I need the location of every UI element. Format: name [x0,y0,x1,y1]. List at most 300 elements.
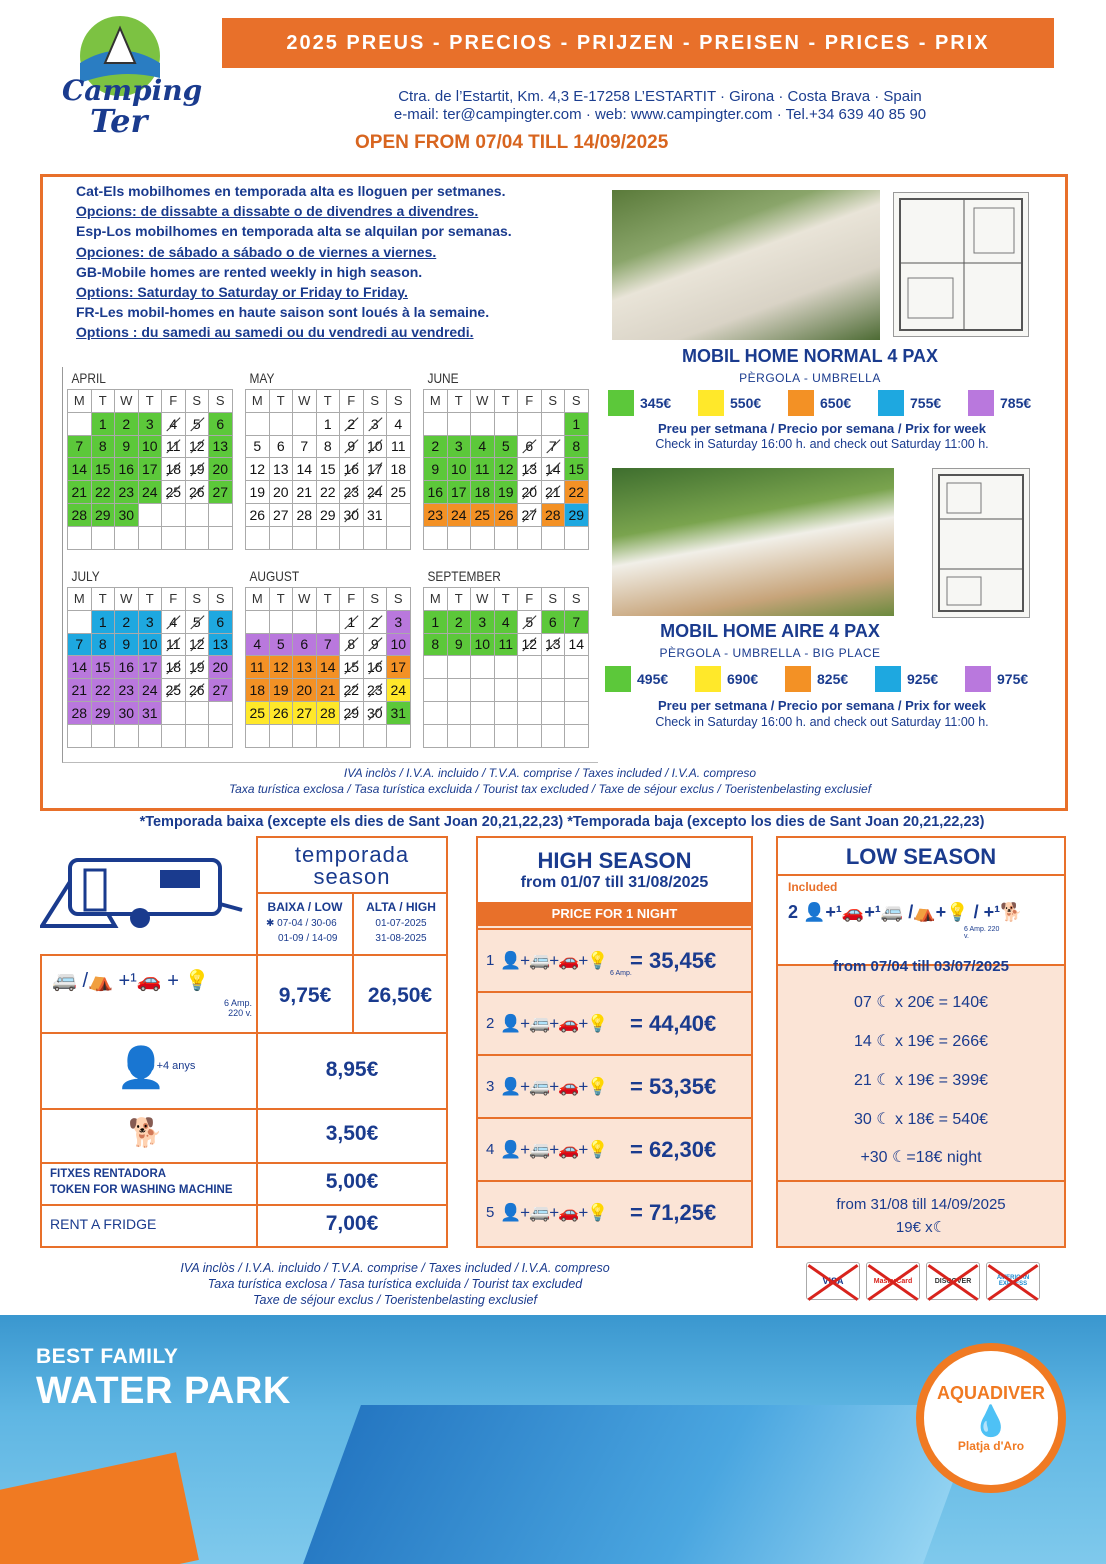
calendar-day: 6 [209,610,233,633]
calendar-day: 28 [293,503,317,526]
low-period-2: from 31/08 till 14/09/2025 [836,1196,1006,1213]
calendar-day: 4 [162,610,186,633]
calendar-day [494,701,518,724]
weekday-label: S [387,588,411,611]
calendar-day: 27 [293,701,317,724]
swatch-green [605,666,631,692]
calendar-day [340,724,364,747]
calendar-day: 17 [447,481,471,504]
calendar-day: 4 [162,412,186,435]
calendar-day [541,701,565,724]
calendar-day [363,724,387,747]
bottom-taxes [150,1260,640,1308]
calendar-day [185,503,209,526]
price-title-bar: 2025 PREUS - PRECIOS - PRIJZEN - PREISEN - PRICES - PRIX [222,18,1054,68]
weekday-label: T [91,390,115,413]
calendar-day [162,503,186,526]
calendar-day: 28 [316,701,340,724]
calendar-day: 15 [340,656,364,679]
calendar-day: 22 [565,481,589,504]
calendar-day: 21 [68,679,92,702]
mobilhome-aire-subtitle: PÈRGOLA - UMBRELLA - BIG PLACE [659,646,881,660]
season-header [256,836,448,954]
calendar-day [185,724,209,747]
token-label-2: TOKEN FOR WASHING MACHINE [50,1184,233,1196]
calendar-day: 19 [185,458,209,481]
calendar-day: 4 [494,610,518,633]
calendar-day: 17 [138,458,162,481]
calendar-day [209,526,233,549]
calendar-day: 2 [363,610,387,633]
calendar-day: 18 [471,481,495,504]
price-purple: 975€ [997,671,1029,687]
calendar-day: 14 [316,656,340,679]
high-season-row [478,991,751,1054]
pitch-low-price: 9,75€ [278,984,332,1007]
season-title-1: temporada [294,842,410,867]
person-age: +4 anys [156,1060,196,1072]
calendar-day: 14 [68,458,92,481]
month-name: JULY [71,568,100,584]
calendar-day [209,724,233,747]
calendar-day [541,656,565,679]
dog-icon: 🐕 [128,1117,163,1148]
calendar-day: 27 [518,503,542,526]
night-price: = 71,25€ [630,1199,717,1225]
calendar-day [518,679,542,702]
people-count: 4 [486,1141,495,1158]
person-caravan-car-light-icons: 👤+🚐+🚗+💡 [500,950,608,970]
calendar-day: 6 [269,435,293,458]
mobilhome-aire-floorplan [932,468,1030,618]
weekday-label: M [246,588,270,611]
info-line: Opcions: de dissabte a dissabte o de divendres a divendres. [76,203,479,220]
calendar-day [269,526,293,549]
calendar-day [494,412,518,435]
calendar-day [518,724,542,747]
calendar-day [246,724,270,747]
calendar-day: 1 [424,610,448,633]
pitch-high-price: 26,50€ [367,984,433,1007]
calendar-day: 14 [293,458,317,481]
calendar-day: 29 [91,701,115,724]
low-season-included [778,876,1064,966]
calendar-day: 5 [185,610,209,633]
price-green: 345€ [640,395,672,411]
price-per-night-bar: PRICE FOR 1 NIGHT [478,902,751,926]
calendar-day [68,724,92,747]
calendar-day: 20 [269,481,293,504]
mobilhome-aire-title: MOBIL HOME AIRE 4 PAX [660,621,880,641]
weekday-label: W [115,588,139,611]
weekday-label: T [316,588,340,611]
calendar-day: 12 [185,633,209,656]
swatch-yellow [698,390,724,416]
calendar-day: 9 [115,435,139,458]
calendar-day [387,724,411,747]
fridge-label: RENT A FRIDGE [50,1216,157,1232]
calendar-day: 3 [138,412,162,435]
calendar-day: 26 [185,481,209,504]
swatch-green [608,390,634,416]
calendar-day: 15 [565,458,589,481]
calendar-day: 19 [494,481,518,504]
calendar-day: 28 [68,503,92,526]
calendar-day [424,526,448,549]
weekday-label: M [424,588,448,611]
high-season-title: HIGH SEASON [537,848,692,873]
calendar-day: 16 [340,458,364,481]
cards-not-accepted [806,1262,1040,1304]
people-count: 1 [486,952,495,969]
calendar-day: 11 [246,656,270,679]
mobilhome-aire-note: Preu per setmana / Precio por semana / Prix for week [657,698,987,713]
calendar-day: 6 [541,610,565,633]
amex-card-crossed: AMERICAN EXPRESS [986,1262,1040,1300]
calendar-day: 14 [68,656,92,679]
mobilhome-normal-subtitle: PÈRGOLA - UMBRELLA [739,371,881,385]
calendar-day: 21 [316,679,340,702]
calendar-day: 28 [68,701,92,724]
weekday-label: T [447,588,471,611]
calendar-day: 24 [363,481,387,504]
weekday-label: T [91,588,115,611]
calendar-day [494,679,518,702]
camping-price-table [40,954,448,1248]
fridge-price: 7,00€ [325,1212,379,1235]
calendar-day: 22 [91,679,115,702]
calendar-day: 13 [269,458,293,481]
weekday-label: T [447,390,471,413]
calendar-day: 29 [316,503,340,526]
low-dates-2: 01-09 / 14-09 [278,933,338,944]
calendar-day: 3 [471,610,495,633]
included-icons: 2 👤+¹🚗+¹🚐 /⛺+💡 / +¹🐕 [788,902,1023,922]
low-season-label: BAIXA / LOW [267,900,343,914]
calendar-day: 26 [269,701,293,724]
low-rate-row: +30 ☾=18€ night [860,1149,982,1166]
weekday-label: T [138,588,162,611]
calendar-day: 26 [494,503,518,526]
calendar-day [541,679,565,702]
weekday-label: F [340,588,364,611]
calendar-day [565,701,589,724]
low-rate-row: 21 ☾ x 19€ = 399€ [854,1072,988,1089]
calendar-day: 10 [138,435,162,458]
calendar-day: 8 [424,633,448,656]
amp-note: 6 Amp. 220 v. [964,926,1000,940]
weekday-label: T [494,390,518,413]
calendar-day: 29 [565,503,589,526]
weekday-label: S [387,390,411,413]
mobilhome-normal-prices [608,390,1058,416]
calendar-day [541,412,565,435]
calendar-day: 13 [209,435,233,458]
calendar-day: 17 [138,656,162,679]
calendar-day: 30 [363,701,387,724]
calendar-day [138,526,162,549]
calendar-day: 1 [91,412,115,435]
calendar-day [471,412,495,435]
person-caravan-car-light-icons: 👤+🚐+🚗+💡 [500,1013,608,1033]
weekday-label: T [494,588,518,611]
calendar-day [293,610,317,633]
calendar-day [340,526,364,549]
calendar-day: 18 [246,679,270,702]
calendar-day: 1 [340,610,364,633]
weekday-label: F [518,390,542,413]
tourist-tax-excluded: Taxa turística exclosa / Tasa turística excluida / Tourist tax excluded / Taxe de séjour exclus / Toeristenbelasting exclusief [228,782,872,796]
aquadiver-name: AQUADIVER [936,1383,1045,1403]
people-count: 3 [486,1078,495,1095]
low-period-1: from 07/04 till 03/07/2025 [833,958,1009,975]
low-season-note: *Temporada baixa (excepte els dies de Sant Joan 20,21,22,23) *Temporada baja (excepto los dies de Sant Joan 20,21,22,23) [139,814,985,830]
calendar-day [447,656,471,679]
mobilhome-aire-checkin: Check in Saturday 16:00 h. and check out Saturday 11:00 h. [655,715,989,729]
calendar-day: 25 [471,503,495,526]
calendar-day [293,526,317,549]
calendar-day: 21 [293,481,317,504]
high-season-label: ALTA / HIGH [366,900,436,914]
calendar-day [424,679,448,702]
calendar-day [471,724,495,747]
low-season-title: LOW SEASON [778,838,1064,876]
calendar-day: 12 [246,458,270,481]
weekday-label: M [424,390,448,413]
weekday-label: W [115,390,139,413]
weekday-label: S [209,390,233,413]
calendar-day: 2 [115,610,139,633]
amp-note: 6 Amp. [610,970,632,977]
calendar-day [138,724,162,747]
calendar-day [447,412,471,435]
logo-word-ter: Ter [90,102,148,140]
calendar-day: 8 [91,435,115,458]
swatch-purple [965,666,991,692]
calendar-day [185,701,209,724]
weekday-label: T [138,390,162,413]
calendar-day: 13 [209,633,233,656]
calendar-day: 3 [447,435,471,458]
calendar-day: 8 [565,435,589,458]
price-blue: 755€ [910,395,942,411]
calendar-day [447,724,471,747]
info-line: FR-Les mobil-homes en haute saison sont loués à la semaine. [76,304,490,321]
weekday-label: W [471,588,495,611]
calendar-day [471,526,495,549]
month-name: APRIL [71,370,106,386]
banner-line-1: BEST FAMILY [36,1345,179,1368]
bottom-tax-line: Taxa turística exclosa / Tasa turística excluida / Tourist tax excluded [207,1277,583,1291]
calendar-day: 10 [471,633,495,656]
swatch-blue [878,390,904,416]
night-price: = 62,30€ [630,1136,717,1162]
calendar-day [162,526,186,549]
calendar-day: 27 [209,481,233,504]
calendar-day: 5 [185,412,209,435]
calendar-day: 10 [447,458,471,481]
weekday-label: W [293,390,317,413]
weekday-label: F [340,390,364,413]
calendar-day: 8 [91,633,115,656]
calendar-month [241,565,413,748]
low-season-box [776,836,1066,1248]
calendar-day: 29 [91,503,115,526]
calendar-day: 9 [363,633,387,656]
taxes-included: IVA inclòs / I.V.A. incluido / T.V.A. comprise / Taxes included / I.V.A. compreso [343,766,757,780]
calendar-day: 7 [541,435,565,458]
calendar-day [162,724,186,747]
weekday-label: T [316,390,340,413]
mobilhome-normal-floorplan [893,192,1029,337]
calendar-day [162,701,186,724]
calendar-day: 23 [115,481,139,504]
price-blue: 925€ [907,671,939,687]
people-count: 2 [486,1015,495,1032]
mobilhome-aire-photo [612,468,894,616]
calendar-day: 18 [162,656,186,679]
info-line: GB-Mobile homes are rented weekly in high season. [76,263,423,280]
calendar-day: 24 [387,679,411,702]
calendar-day: 20 [209,656,233,679]
calendar-day: 3 [387,610,411,633]
calendar-day: 18 [162,458,186,481]
calendar-day: 14 [565,633,589,656]
month-name: SEPTEMBER [427,568,501,584]
calendar-day: 15 [316,458,340,481]
calendar-day: 6 [293,633,317,656]
high-season-header [478,838,751,902]
price-orange: 650€ [820,395,852,411]
calendar-month [419,367,591,550]
calendar-day [424,412,448,435]
calendar-day: 7 [68,435,92,458]
dog-price: 3,50€ [325,1122,379,1145]
calendar-day: 7 [68,633,92,656]
calendar-day [68,412,92,435]
calendar-day: 12 [494,458,518,481]
swatch-orange [788,390,814,416]
calendar-day: 30 [340,503,364,526]
swatch-purple [968,390,994,416]
calendar-day: 4 [246,633,270,656]
calendar-day: 10 [363,435,387,458]
info-line: Options: Saturday to Saturday or Friday to Friday. [76,284,408,301]
calendar-day: 12 [518,633,542,656]
calendar-month [63,367,235,550]
calendar-day [471,656,495,679]
calendar-day [269,724,293,747]
calendar-day: 2 [424,435,448,458]
calendar-day: 23 [340,481,364,504]
calendar-day: 30 [115,503,139,526]
calendar-day: 16 [115,458,139,481]
calendar-day: 12 [269,656,293,679]
calendar-day [471,679,495,702]
calendar-day [91,526,115,549]
month-name: JUNE [427,370,459,386]
people-count: 5 [486,1204,495,1221]
person-caravan-car-light-icons: 👤+🚐+🚗+💡 [500,1139,608,1159]
water-slide [299,1405,981,1564]
price-purple: 785€ [1000,395,1032,411]
calendar-day: 23 [363,679,387,702]
calendar-day: 21 [68,481,92,504]
mobilhome-normal-checkin: Check in Saturday 16:00 h. and check out Saturday 11:00 h. [655,437,989,451]
calendar-day [565,526,589,549]
calendar-day: 14 [541,458,565,481]
weekday-label: S [565,390,589,413]
calendar-day: 23 [424,503,448,526]
calendar-day: 7 [293,435,317,458]
calendar-day: 12 [185,435,209,458]
calendar-day: 28 [541,503,565,526]
token-label-1: FITXES RENTADORA [50,1168,167,1180]
included-label: Included [788,880,838,894]
calendar-day [541,526,565,549]
low-period-2-price: 19€ x☾ [895,1219,947,1236]
calendar-day [269,412,293,435]
logo-word-camping: Camping [62,74,203,107]
calendar-day: 6 [209,412,233,435]
calendar-day: 26 [246,503,270,526]
camping-ter-logo [50,8,203,140]
calendar-day [447,526,471,549]
high-season-box [476,836,753,1248]
calendar-day: 10 [387,633,411,656]
weekday-label: S [185,588,209,611]
caravan-icon [40,846,245,936]
calendar-day: 2 [115,412,139,435]
calendar-day: 4 [471,435,495,458]
calendar-day: 15 [91,656,115,679]
price-orange: 825€ [817,671,849,687]
calendar-day [447,701,471,724]
calendar-day: 8 [316,435,340,458]
calendar-day: 7 [565,610,589,633]
mobilhome-normal-photo [612,190,880,340]
calendar-day: 24 [138,679,162,702]
low-rate-row: 07 ☾ x 20€ = 140€ [854,994,988,1011]
calendar-day: 1 [91,610,115,633]
calendar-day: 19 [185,656,209,679]
calendar-day: 1 [316,412,340,435]
calendar-day: 22 [340,679,364,702]
low-rate-row: 30 ☾ x 18€ = 540€ [854,1111,988,1128]
weekday-label: M [68,588,92,611]
low-dates-1-text: 07-04 / 30-06 [277,918,337,929]
calendar-day: 27 [209,679,233,702]
calendar-day [471,701,495,724]
weekday-label: F [518,588,542,611]
calendar-day: 6 [518,435,542,458]
calendar-day: 18 [387,458,411,481]
calendar-day: 5 [269,633,293,656]
calendar-day: 13 [541,633,565,656]
mobilhome-normal-title: MOBIL HOME NORMAL 4 PAX [681,346,939,366]
calendar-day: 24 [447,503,471,526]
calendar-day: 11 [387,435,411,458]
month-name: MAY [249,370,275,386]
low-rate-row: 14 ☾ x 19€ = 266€ [854,1033,988,1050]
calendar-day [363,526,387,549]
weekday-label: S [541,390,565,413]
calendar-day: 17 [363,458,387,481]
calendar-day [316,724,340,747]
calendar-day [68,526,92,549]
weekday-label: S [565,588,589,611]
calendar-day: 22 [316,481,340,504]
